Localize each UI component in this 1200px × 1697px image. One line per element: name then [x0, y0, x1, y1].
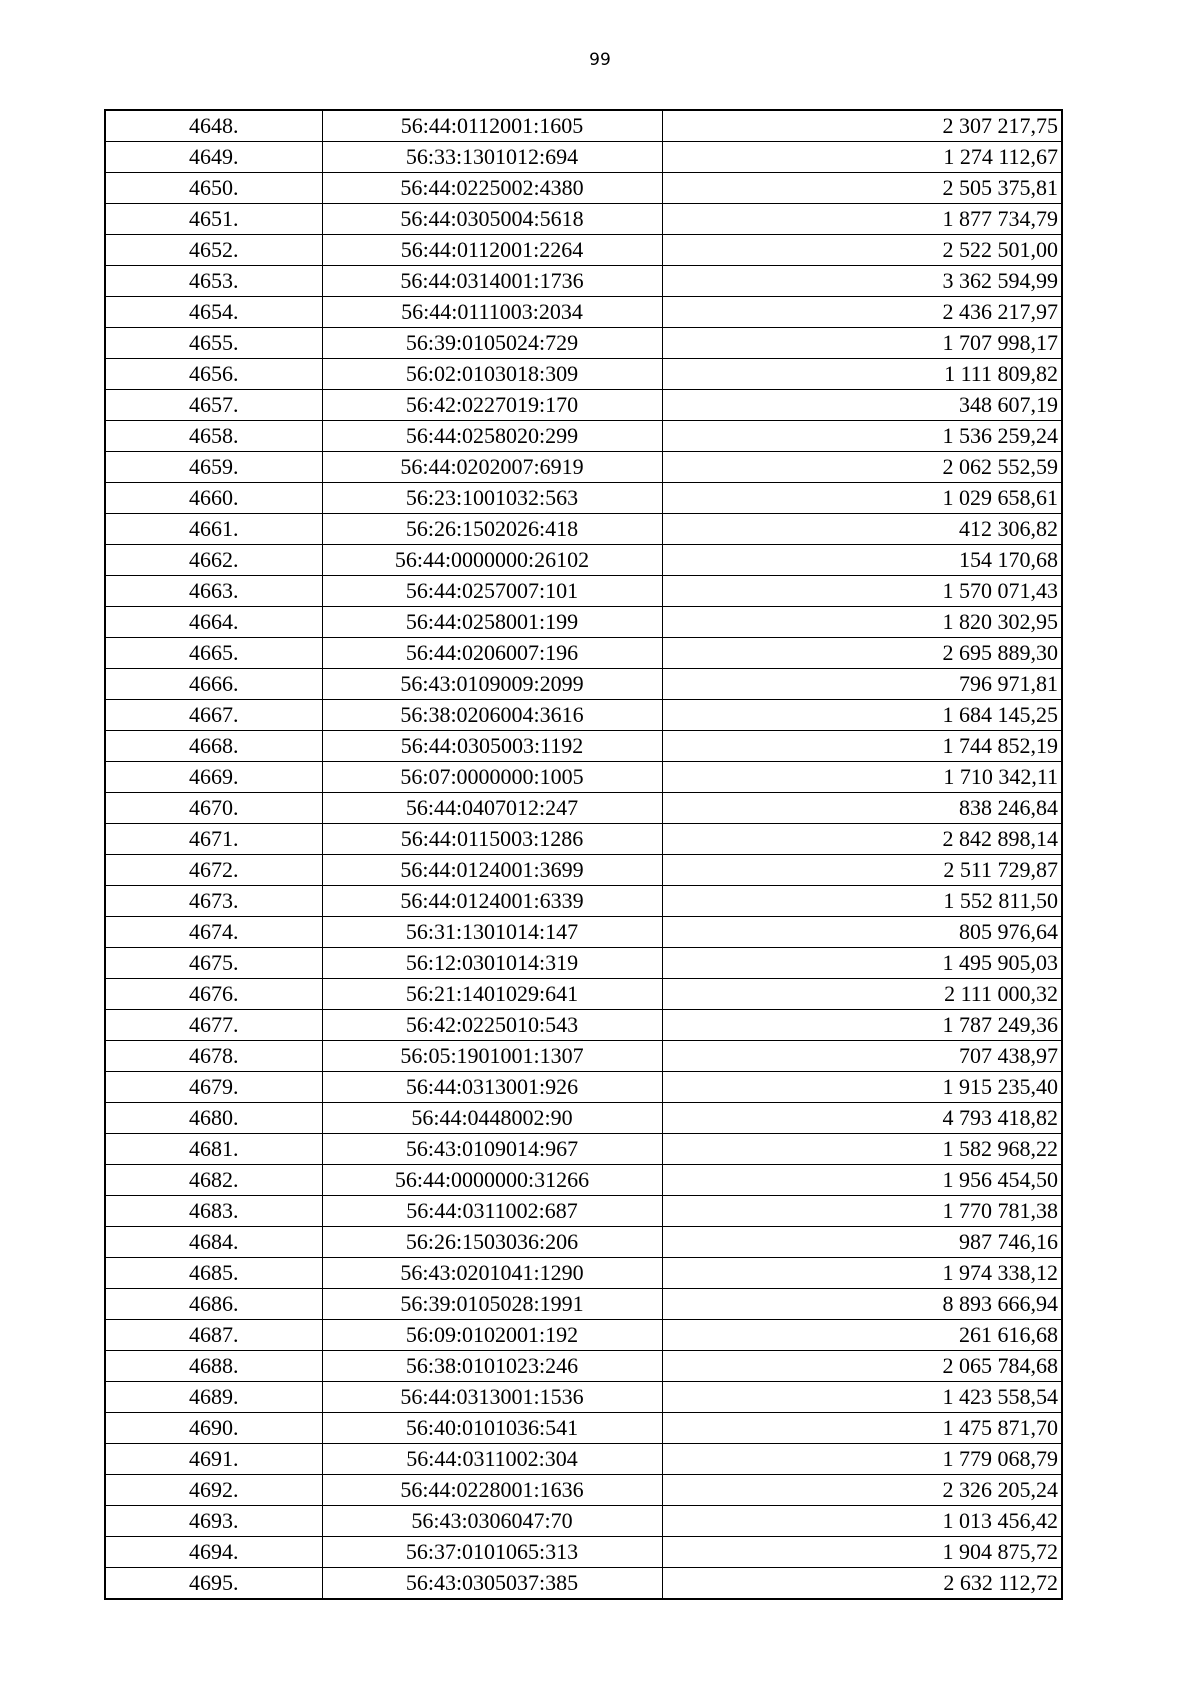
cadastral-number-cell: 56:43:0201041:1290 [322, 1258, 662, 1289]
table-row [105, 1475, 1062, 1506]
cadastral-number-cell: 56:44:0313001:1536 [322, 1382, 662, 1413]
cadastral-value-cell: 838 246,84 [662, 793, 1062, 824]
cadastral-number-cell: 56:31:1301014:147 [322, 917, 662, 948]
cadastral-number-cell: 56:44:0112001:1605 [322, 110, 662, 142]
table-row [105, 235, 1062, 266]
cadastral-number-cell: 56:37:0101065:313 [322, 1537, 662, 1568]
cadastral-value-cell: 4 793 418,82 [662, 1103, 1062, 1134]
cadastral-value-cell: 1 744 852,19 [662, 731, 1062, 762]
cadastral-number-cell: 56:43:0305037:385 [322, 1568, 662, 1600]
cadastral-value-cell: 1 423 558,54 [662, 1382, 1062, 1413]
table-row [105, 979, 1062, 1010]
table-row [105, 1165, 1062, 1196]
cadastral-number-cell: 56:44:0407012:247 [322, 793, 662, 824]
cadastral-value-cell: 261 616,68 [662, 1320, 1062, 1351]
table-row [105, 1072, 1062, 1103]
row-number-cell: 4680. [105, 1103, 322, 1134]
cadastral-number-cell: 56:44:0448002:90 [322, 1103, 662, 1134]
cadastral-value-cell: 1 475 871,70 [662, 1413, 1062, 1444]
table-row [105, 452, 1062, 483]
cadastral-number-cell: 56:12:0301014:319 [322, 948, 662, 979]
cadastral-value-cell: 1 915 235,40 [662, 1072, 1062, 1103]
table-row [105, 607, 1062, 638]
row-number-cell: 4657. [105, 390, 322, 421]
cadastral-number-cell: 56:26:1502026:418 [322, 514, 662, 545]
table-row [105, 1289, 1062, 1320]
row-number-cell: 4679. [105, 1072, 322, 1103]
row-number-cell: 4667. [105, 700, 322, 731]
table-row [105, 1382, 1062, 1413]
table-row [105, 421, 1062, 452]
cadastral-value-cell: 1 974 338,12 [662, 1258, 1062, 1289]
row-number-cell: 4694. [105, 1537, 322, 1568]
row-number-cell: 4663. [105, 576, 322, 607]
row-number-cell: 4691. [105, 1444, 322, 1475]
cadastral-value-cell: 8 893 666,94 [662, 1289, 1062, 1320]
cadastral-value-cell: 1 779 068,79 [662, 1444, 1062, 1475]
table-row [105, 1103, 1062, 1134]
table-row [105, 483, 1062, 514]
table-row [105, 514, 1062, 545]
row-number-cell: 4653. [105, 266, 322, 297]
cadastral-value-cell: 1 495 905,03 [662, 948, 1062, 979]
cadastral-value-cell: 2 111 000,32 [662, 979, 1062, 1010]
table-row [105, 110, 1062, 142]
table-row [105, 824, 1062, 855]
table-body [105, 110, 1062, 1599]
cadastral-value-cell: 1 904 875,72 [662, 1537, 1062, 1568]
row-number-cell: 4672. [105, 855, 322, 886]
cadastral-number-cell: 56:44:0305004:5618 [322, 204, 662, 235]
cadastral-value-cell: 1 570 071,43 [662, 576, 1062, 607]
row-number-cell: 4659. [105, 452, 322, 483]
cadastral-number-cell: 56:44:0124001:3699 [322, 855, 662, 886]
cadastral-value-cell: 2 065 784,68 [662, 1351, 1062, 1382]
cadastral-number-cell: 56:44:0228001:1636 [322, 1475, 662, 1506]
cadastral-number-cell: 56:43:0109014:967 [322, 1134, 662, 1165]
cadastral-value-cell: 1 787 249,36 [662, 1010, 1062, 1041]
row-number-cell: 4676. [105, 979, 322, 1010]
cadastral-value-cell: 1 707 998,17 [662, 328, 1062, 359]
table-row [105, 793, 1062, 824]
table-row [105, 1351, 1062, 1382]
cadastral-value-cell: 2 522 501,00 [662, 235, 1062, 266]
cadastral-value-cell: 805 976,64 [662, 917, 1062, 948]
table-row [105, 328, 1062, 359]
cadastral-value-table [104, 109, 1063, 1600]
row-number-cell: 4671. [105, 824, 322, 855]
cadastral-value-cell: 2 326 205,24 [662, 1475, 1062, 1506]
row-number-cell: 4688. [105, 1351, 322, 1382]
table-row [105, 1537, 1062, 1568]
table-row [105, 731, 1062, 762]
cadastral-number-cell: 56:44:0258001:199 [322, 607, 662, 638]
cadastral-number-cell: 56:44:0000000:31266 [322, 1165, 662, 1196]
cadastral-value-cell: 1 684 145,25 [662, 700, 1062, 731]
cadastral-value-cell: 707 438,97 [662, 1041, 1062, 1072]
table-row [105, 204, 1062, 235]
row-number-cell: 4661. [105, 514, 322, 545]
cadastral-number-cell: 56:44:0314001:1736 [322, 266, 662, 297]
cadastral-number-cell: 56:07:0000000:1005 [322, 762, 662, 793]
table-row [105, 1568, 1062, 1600]
cadastral-value-cell: 1 770 781,38 [662, 1196, 1062, 1227]
cadastral-value-cell: 1 877 734,79 [662, 204, 1062, 235]
cadastral-value-cell: 1 536 259,24 [662, 421, 1062, 452]
cadastral-number-cell: 56:44:0311002:304 [322, 1444, 662, 1475]
table-row [105, 1010, 1062, 1041]
row-number-cell: 4674. [105, 917, 322, 948]
cadastral-number-cell: 56:44:0311002:687 [322, 1196, 662, 1227]
table-row [105, 173, 1062, 204]
cadastral-number-cell: 56:44:0257007:101 [322, 576, 662, 607]
cadastral-number-cell: 56:44:0124001:6339 [322, 886, 662, 917]
cadastral-number-cell: 56:38:0206004:3616 [322, 700, 662, 731]
cadastral-value-cell: 3 362 594,99 [662, 266, 1062, 297]
row-number-cell: 4650. [105, 173, 322, 204]
page-number: 99 [589, 50, 611, 70]
cadastral-number-cell: 56:42:0225010:543 [322, 1010, 662, 1041]
row-number-cell: 4690. [105, 1413, 322, 1444]
cadastral-number-cell: 56:44:0112001:2264 [322, 235, 662, 266]
cadastral-number-cell: 56:44:0000000:26102 [322, 545, 662, 576]
row-number-cell: 4668. [105, 731, 322, 762]
cadastral-number-cell: 56:43:0109009:2099 [322, 669, 662, 700]
row-number-cell: 4686. [105, 1289, 322, 1320]
table-row [105, 1320, 1062, 1351]
cadastral-value-cell: 1 111 809,82 [662, 359, 1062, 390]
table-row [105, 669, 1062, 700]
table-row [105, 917, 1062, 948]
cadastral-number-cell: 56:33:1301012:694 [322, 142, 662, 173]
cadastral-value-cell: 2 511 729,87 [662, 855, 1062, 886]
table-row [105, 297, 1062, 328]
table-row [105, 948, 1062, 979]
cadastral-number-cell: 56:44:0202007:6919 [322, 452, 662, 483]
table-row [105, 545, 1062, 576]
cadastral-number-cell: 56:21:1401029:641 [322, 979, 662, 1010]
cadastral-value-cell: 2 307 217,75 [662, 110, 1062, 142]
row-number-cell: 4677. [105, 1010, 322, 1041]
row-number-cell: 4665. [105, 638, 322, 669]
table-row [105, 1413, 1062, 1444]
cadastral-number-cell: 56:02:0103018:309 [322, 359, 662, 390]
row-number-cell: 4684. [105, 1227, 322, 1258]
cadastral-value-cell: 1 582 968,22 [662, 1134, 1062, 1165]
row-number-cell: 4648. [105, 110, 322, 142]
row-number-cell: 4683. [105, 1196, 322, 1227]
row-number-cell: 4685. [105, 1258, 322, 1289]
cadastral-number-cell: 56:26:1503036:206 [322, 1227, 662, 1258]
cadastral-value-cell: 796 971,81 [662, 669, 1062, 700]
cadastral-number-cell: 56:44:0115003:1286 [322, 824, 662, 855]
cadastral-number-cell: 56:44:0258020:299 [322, 421, 662, 452]
row-number-cell: 4666. [105, 669, 322, 700]
table-row [105, 1506, 1062, 1537]
cadastral-number-cell: 56:05:1901001:1307 [322, 1041, 662, 1072]
cadastral-number-cell: 56:39:0105028:1991 [322, 1289, 662, 1320]
table-row [105, 1134, 1062, 1165]
cadastral-value-cell: 1 029 658,61 [662, 483, 1062, 514]
row-number-cell: 4695. [105, 1568, 322, 1600]
row-number-cell: 4687. [105, 1320, 322, 1351]
table-row [105, 855, 1062, 886]
table-row [105, 359, 1062, 390]
row-number-cell: 4649. [105, 142, 322, 173]
cadastral-number-cell: 56:38:0101023:246 [322, 1351, 662, 1382]
cadastral-value-cell: 1 956 454,50 [662, 1165, 1062, 1196]
table-row [105, 142, 1062, 173]
cadastral-value-cell: 2 842 898,14 [662, 824, 1062, 855]
cadastral-value-cell: 2 695 889,30 [662, 638, 1062, 669]
cadastral-value-cell: 1 710 342,11 [662, 762, 1062, 793]
cadastral-number-cell: 56:44:0111003:2034 [322, 297, 662, 328]
row-number-cell: 4673. [105, 886, 322, 917]
cadastral-number-cell: 56:23:1001032:563 [322, 483, 662, 514]
row-number-cell: 4660. [105, 483, 322, 514]
row-number-cell: 4669. [105, 762, 322, 793]
table-row [105, 700, 1062, 731]
cadastral-number-cell: 56:39:0105024:729 [322, 328, 662, 359]
cadastral-value-cell: 1 820 302,95 [662, 607, 1062, 638]
cadastral-value-cell: 987 746,16 [662, 1227, 1062, 1258]
table-row [105, 1227, 1062, 1258]
table-row [105, 390, 1062, 421]
table-row [105, 1041, 1062, 1072]
table-row [105, 886, 1062, 917]
row-number-cell: 4651. [105, 204, 322, 235]
table-row [105, 762, 1062, 793]
cadastral-number-cell: 56:44:0225002:4380 [322, 173, 662, 204]
cadastral-value-cell: 412 306,82 [662, 514, 1062, 545]
cadastral-value-cell: 154 170,68 [662, 545, 1062, 576]
row-number-cell: 4654. [105, 297, 322, 328]
table-row [105, 638, 1062, 669]
cadastral-number-cell: 56:40:0101036:541 [322, 1413, 662, 1444]
cadastral-value-cell: 348 607,19 [662, 390, 1062, 421]
cadastral-value-cell: 2 505 375,81 [662, 173, 1062, 204]
cadastral-value-cell: 1 552 811,50 [662, 886, 1062, 917]
row-number-cell: 4681. [105, 1134, 322, 1165]
row-number-cell: 4670. [105, 793, 322, 824]
row-number-cell: 4693. [105, 1506, 322, 1537]
table-row [105, 266, 1062, 297]
row-number-cell: 4682. [105, 1165, 322, 1196]
row-number-cell: 4664. [105, 607, 322, 638]
row-number-cell: 4678. [105, 1041, 322, 1072]
row-number-cell: 4692. [105, 1475, 322, 1506]
cadastral-number-cell: 56:09:0102001:192 [322, 1320, 662, 1351]
table-row [105, 1196, 1062, 1227]
cadastral-number-cell: 56:44:0206007:196 [322, 638, 662, 669]
row-number-cell: 4675. [105, 948, 322, 979]
cadastral-value-cell: 2 062 552,59 [662, 452, 1062, 483]
cadastral-value-cell: 2 632 112,72 [662, 1568, 1062, 1600]
table-row [105, 1444, 1062, 1475]
cadastral-number-cell: 56:42:0227019:170 [322, 390, 662, 421]
cadastral-value-cell: 2 436 217,97 [662, 297, 1062, 328]
cadastral-number-cell: 56:44:0305003:1192 [322, 731, 662, 762]
cadastral-number-cell: 56:44:0313001:926 [322, 1072, 662, 1103]
row-number-cell: 4652. [105, 235, 322, 266]
cadastral-number-cell: 56:43:0306047:70 [322, 1506, 662, 1537]
row-number-cell: 4656. [105, 359, 322, 390]
row-number-cell: 4689. [105, 1382, 322, 1413]
row-number-cell: 4655. [105, 328, 322, 359]
cadastral-value-cell: 1 013 456,42 [662, 1506, 1062, 1537]
row-number-cell: 4658. [105, 421, 322, 452]
cadastral-value-cell: 1 274 112,67 [662, 142, 1062, 173]
table-row [105, 1258, 1062, 1289]
table-row [105, 576, 1062, 607]
row-number-cell: 4662. [105, 545, 322, 576]
